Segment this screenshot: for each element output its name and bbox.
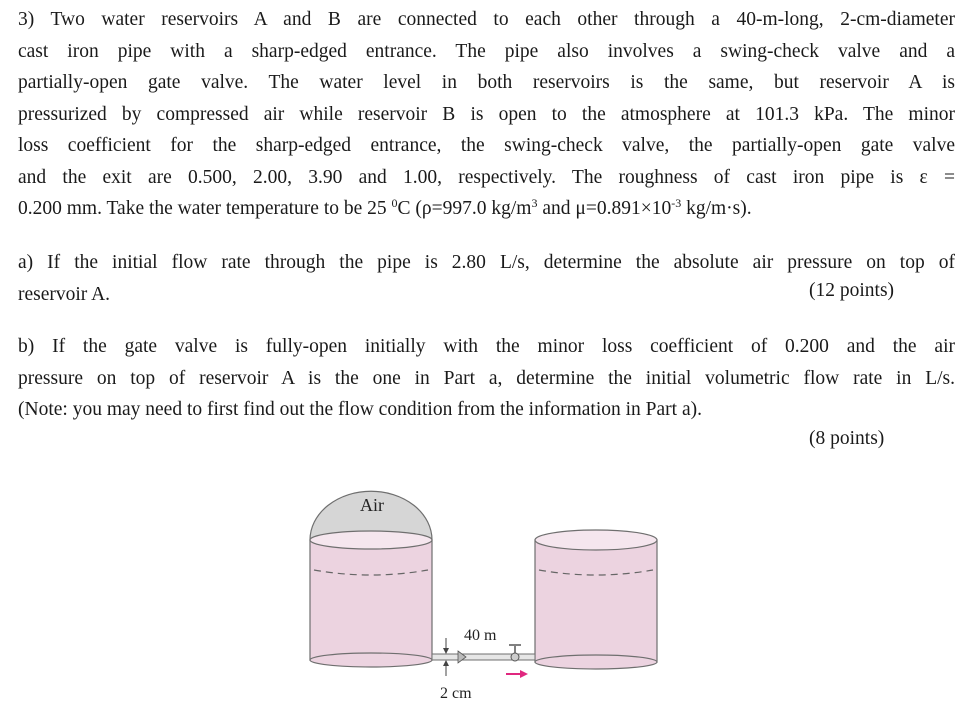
tank-a-bottom xyxy=(310,653,432,667)
air-label: Air xyxy=(360,495,384,515)
problem-line: partially-open gate valve. The water level in both reservoirs is the same, but reservoir A is xyxy=(18,72,955,93)
tank-b-bottom xyxy=(535,655,657,669)
pipe xyxy=(432,645,535,663)
gate-valve-icon xyxy=(511,653,519,661)
part-a-line: a) If the initial flow rate through the pipe is 2.80 L/s, determine the absolute air pressure on top of xyxy=(18,252,955,273)
problem-line: and the exit are 0.500, 2.00, 3.90 and 1.00, respectively. The roughness of cast iron pipe is ε = xyxy=(18,166,955,188)
part-a-points: (12 points) xyxy=(809,280,895,301)
part-a-line: reservoir A. xyxy=(18,283,111,305)
diameter-label: 2 cm xyxy=(440,685,472,702)
reservoir-a xyxy=(310,491,432,667)
problem-line-last: 0.200 mm. Take the water temperature to be 25 $^0$C (ρ=997.0 $kg/m^3$ and $\mu=0.891\times 10^{-3}$ kg/m·s). xyxy=(18,196,752,219)
problem-line: cast iron pipe with a sharp-edged entrance. The pipe also involves a swing-check valve and a xyxy=(18,40,955,62)
tank-a-top xyxy=(310,531,432,549)
tank-b-body xyxy=(535,540,657,662)
part-b-line: (Note: you may need to first find out the flow condition from the information in Part a). xyxy=(18,399,702,420)
problem-line: 3) Two water reservoirs A and B are connected to each other through a 40-m-long, 2-cm-diameter xyxy=(18,9,955,30)
problem-line: loss coefficient for the sharp-edged entrance, the swing-check valve, the partially-open gate valve xyxy=(18,135,955,156)
part-b-line: b) If the gate valve is fully-open initially with the minor loss coefficient of 0.200 and the air xyxy=(18,336,955,357)
tank-b-top xyxy=(535,530,657,550)
length-label: 40 m xyxy=(464,627,497,644)
reservoir-b xyxy=(535,530,657,669)
problem-line: pressurized by compressed air while reservoir B is open to the atmosphere at 101.3 kPa. The minor xyxy=(18,103,955,125)
part-b xyxy=(18,331,955,426)
flow-arrow-icon xyxy=(506,670,528,678)
tank-a-body xyxy=(310,540,432,660)
part-b-line: pressure on top of reservoir A is the one in Part a, determine the initial volumetric flow rate in L/s. xyxy=(18,367,955,389)
reservoir-figure xyxy=(300,478,680,708)
part-b-points: (8 points) xyxy=(809,428,885,449)
problem-statement xyxy=(18,4,955,225)
check-valve-icon xyxy=(458,651,466,663)
